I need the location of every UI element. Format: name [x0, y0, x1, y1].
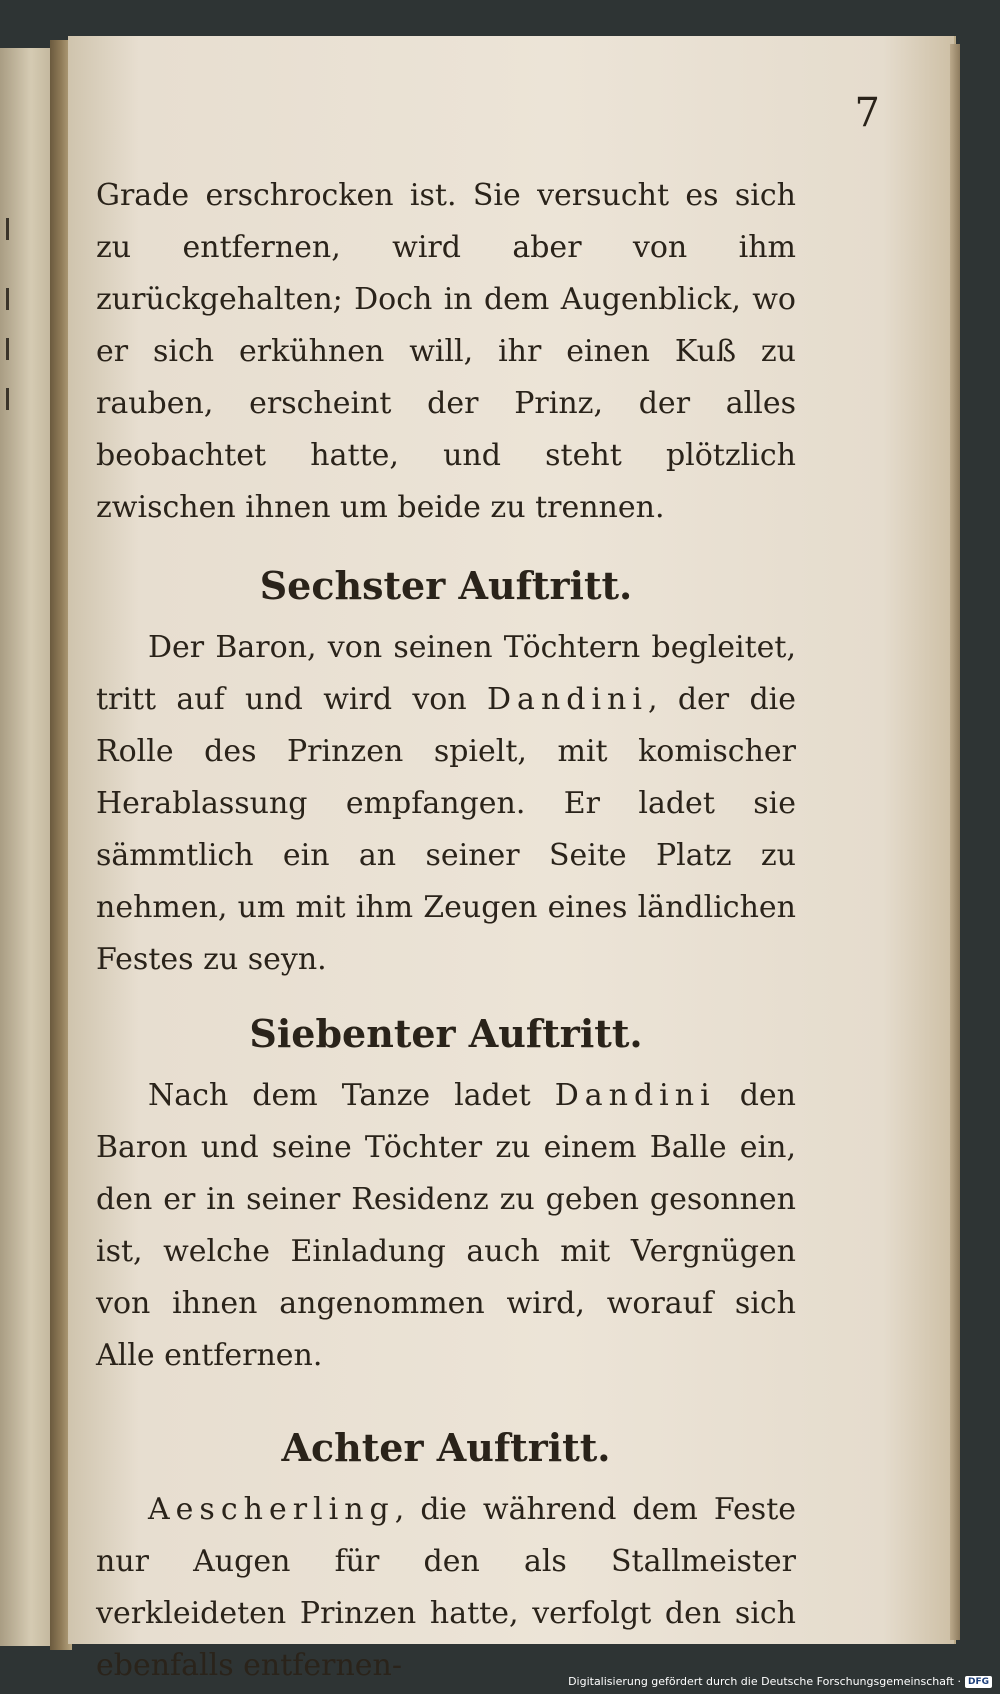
- paragraph-1: Grade erschrocken ist. Sie versucht es sich zu entfernen, wird aber von ihm zurückgehalten; Doch in dem Augenblick, wo er sich erkühnen will, ihr einen Kuß zu rauben, erscheint der Prinz, der alles beobachtet hatte, und steht plötzlich zwischen ihnen um beide zu trennen.: [96, 178, 796, 525]
- paragraph-3: [96, 1070, 796, 1382]
- left-page-text-fragment: [6, 338, 9, 360]
- paragraph-4-text: , die während dem Feste nur Augen für den als Stallmeister verkleideten Prinzen hatte, verfolgt den sich ebenfalls entfernen-: [96, 1492, 796, 1683]
- paragraph-2: [96, 622, 796, 986]
- heading-sechster-auftritt: Sechster Auftritt.: [259, 563, 633, 608]
- left-page-edge: [0, 48, 56, 1646]
- character-name-dandini: Dandini: [554, 1078, 716, 1113]
- paragraph-3-text-end: den Baron und seine Töchter zu einem Balle ein, den er in seiner Residenz zu geben gesonnen ist, welche Einladung auch mit Vergnügen von ihnen angenommen wird, worauf sich Alle entfernen.: [96, 1078, 796, 1373]
- heading-siebenter-auftritt: Siebenter Auftritt.: [249, 1011, 643, 1056]
- left-page-text-fragment: [6, 218, 9, 240]
- credit-text: Digitalisierung gefördert durch die Deutsche Forschungsgemeinschaft ·: [568, 1675, 961, 1688]
- paragraph-2-text-start: Der Baron, von seinen Töchtern begleitet, tritt auf und wird von: [96, 630, 796, 717]
- paragraph-3-text-start: Nach dem Tanze ladet: [148, 1078, 531, 1113]
- page-edge: [950, 44, 960, 1640]
- character-name-aescherling: Aescherling: [148, 1492, 395, 1527]
- paragraph-4: [96, 1484, 796, 1692]
- left-page-text-fragment: [6, 388, 9, 410]
- page-number: 7: [854, 90, 880, 136]
- dfg-logo-icon: DFG: [965, 1676, 992, 1688]
- heading-achter-auftritt: Achter Auftritt.: [281, 1425, 611, 1470]
- page-text: [96, 170, 796, 1692]
- left-page-text-fragment: [6, 288, 9, 310]
- digitization-credit: [568, 1675, 992, 1688]
- paragraph-2-text-end: , der die Rolle des Prinzen spielt, mit komischer Herablassung empfangen. Er ladet sie sämmtlich ein an seiner Seite Platz zu nehmen, um mit ihm Zeugen eines ländlichen Festes zu seyn.: [96, 682, 796, 977]
- character-name-dandini: Dandini: [487, 682, 648, 717]
